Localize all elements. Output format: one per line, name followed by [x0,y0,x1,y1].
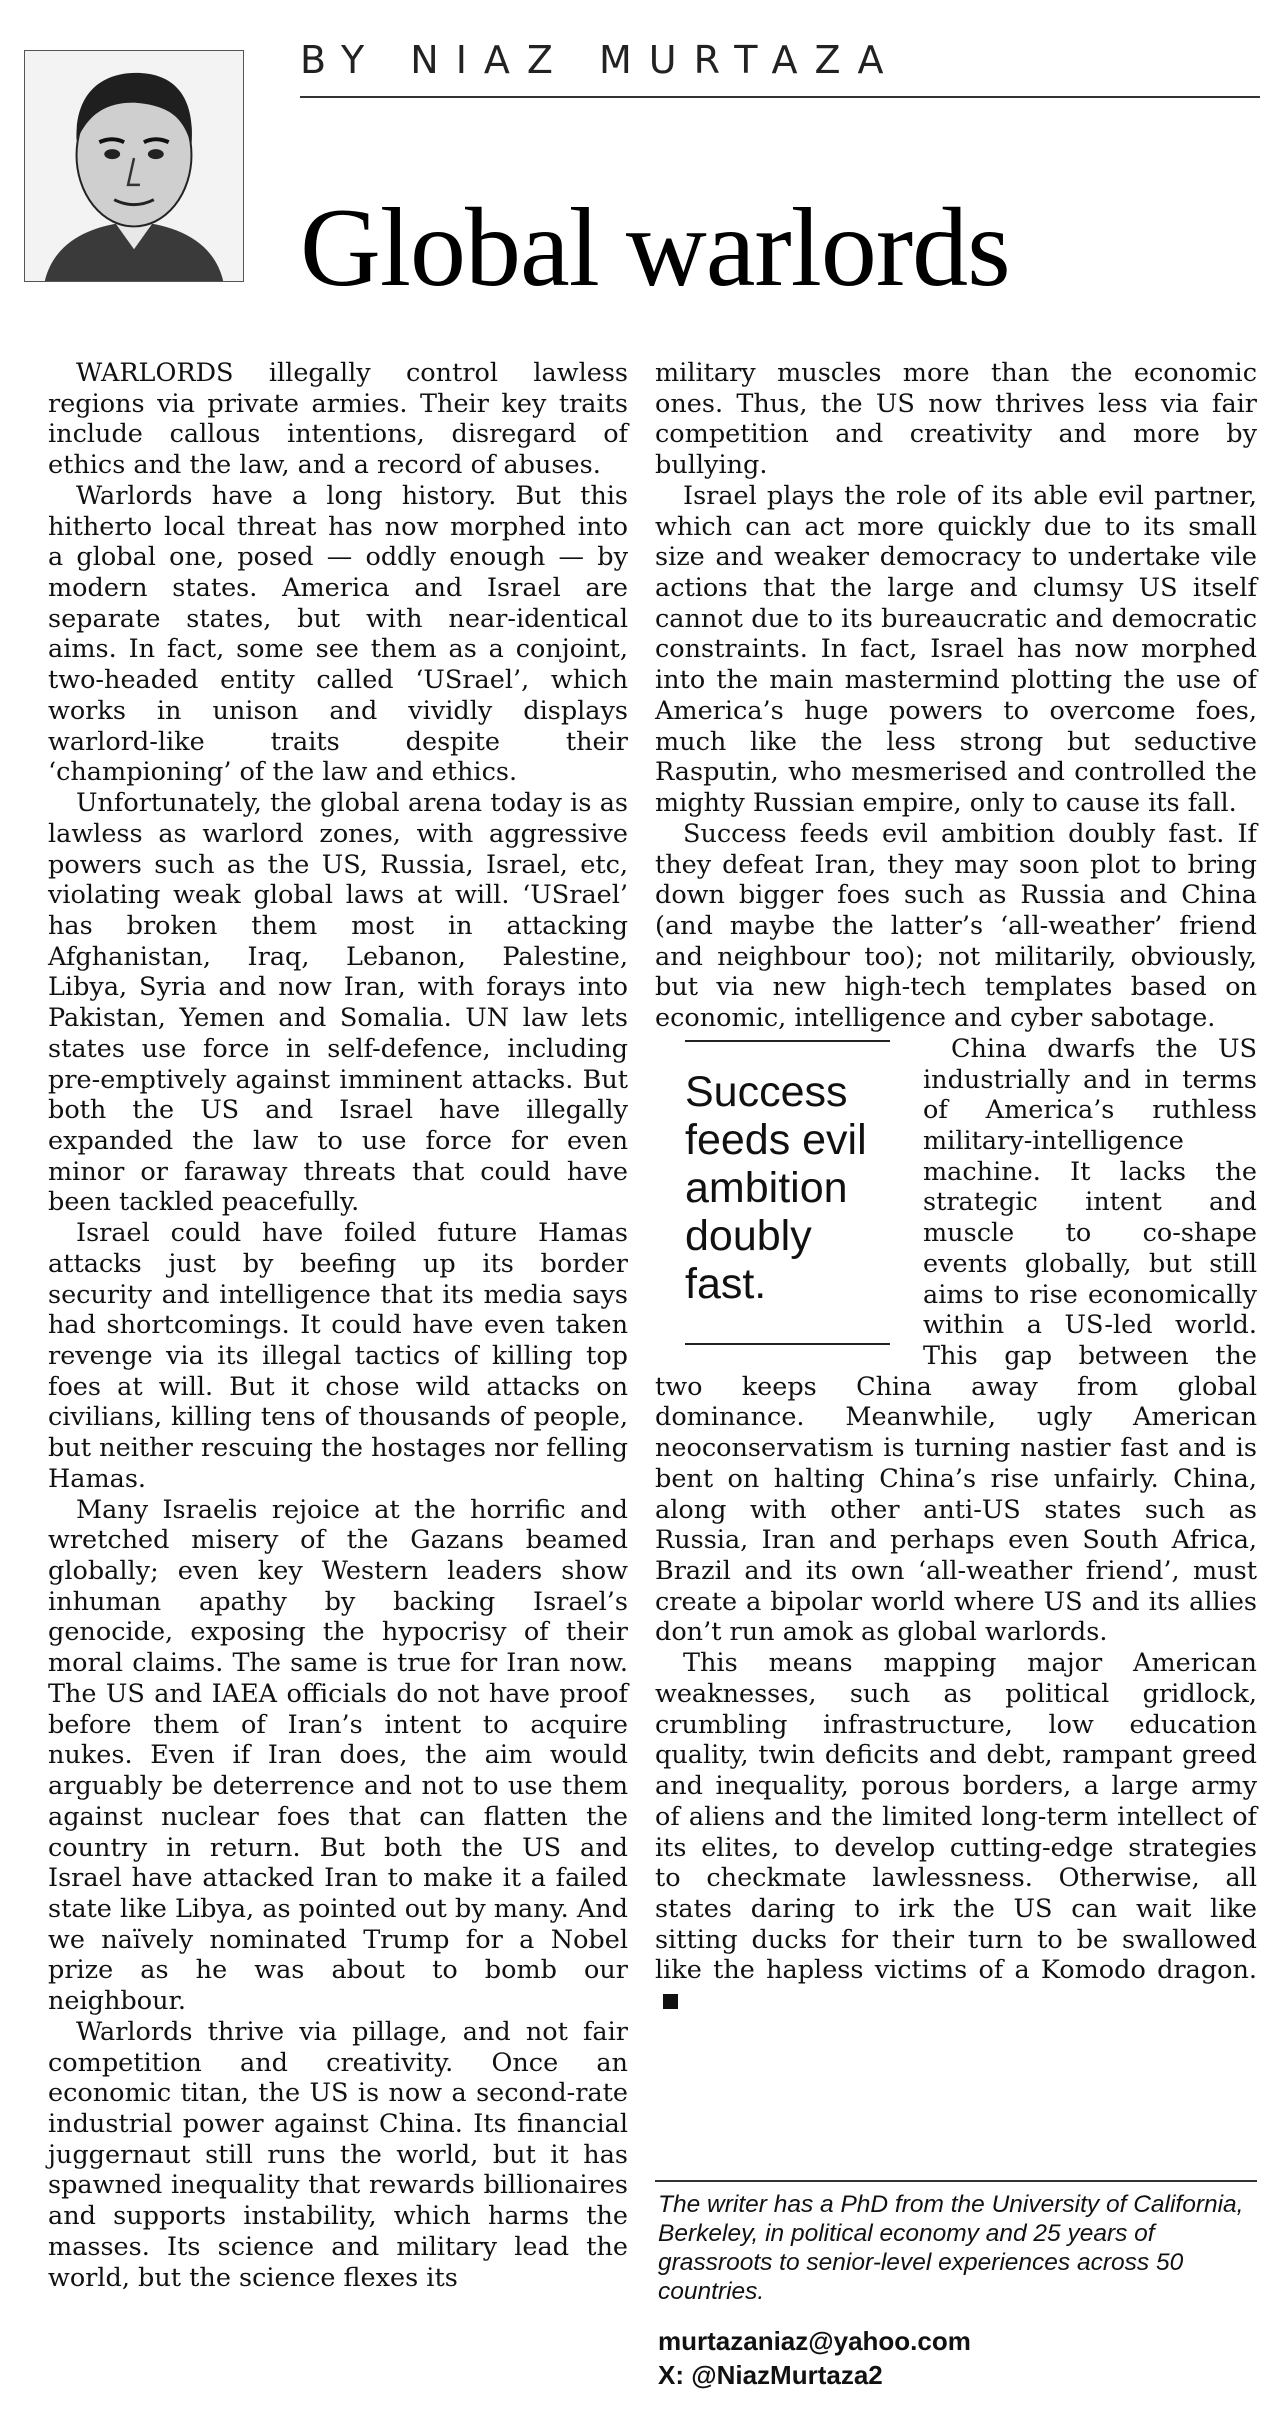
paragraph: China dwarfs the US industrially and in terms of America’s ruthless military-intelligence machine. It lacks the strategic intent and muscle to co-shape events globally, but still aims to rise economically within a US-led world. This gap between the two keeps China away from global dominance. Meanwhile, ugly American neoconservatism is turning nastier fast and is bent on halting China’s rise unfairly. China, along with other anti-US states such as Russia, Iran and perhaps even South Africa, Brazil and its own ‘all-weather friend’, must create a bipolar world where US and its allies don’t run amok as global warlords. [655,1033,1257,1648]
paragraph: Many Israelis rejoice at the horrific and wretched misery of the Gazans beamed globally; even key Western leaders show inhuman apathy by backing Israel’s genocide, exposing the hypocrisy of their moral claims. The same is true for Iran now. The US and IAEA officials do not have proof before them of Iran’s intent to acquire nukes. Even if Iran does, the aim would arguably be deterrence and not to use them against nuclear foes that can flatten the country in return. But both the US and Israel have attacked Iran to make it a failed state like Libya, as pointed out by many. And we naïvely nominated Trump for a Nobel prize as he was about to bomb our neighbour. [48,1494,628,2017]
author-portrait [24,50,244,282]
paragraph: Success feeds evil ambition doubly fast. If they defeat Iran, they may soon plot to bring down bigger foes such as Russia and China (and maybe the latter’s ‘all-weather’ friend and neighbour too); not militarily, obviously, but via new high-tech templates based on economic, intelligence and cyber sabotage. [655,818,1257,1034]
paragraph-text: This means mapping major American weaknesses, such as political gridlock, crumbling infrastructure, low education quality, twin deficits and debt, rampant greed and inequality, porous borders, a large army of aliens and the limited long-term intellect of its elites, to develop cutting-edge strategies to checkmate lawlessness. Otherwise, all states daring to irk the US can wait like sitting ducks for their turn to be swallowed like the hapless victims of a Komodo dragon. [655,1648,1257,1986]
pullquote-box [655,1034,895,1345]
article-column-left [48,358,628,2293]
paragraph: Israel plays the role of its able evil partner, which can act more quickly due to its small size and weaker democracy to undertake vile actions that the large and clumsy US itself cannot due to its bureaucratic and democratic constraints. In fact, Israel has now morphed into the main mastermind plotting the use of America’s huge powers to overcome foes, much like the less strong but seductive Rasputin, who mesmerised and controlled the mighty Russian empire, only to cause its fall. [655,480,1257,819]
byline: BY NIAZ MURTAZA [300,38,1260,98]
paragraph: Warlords thrive via pillage, and not fair competition and creativity. Once an economic titan, the US is now a second-rate industrial power against China. Its financial juggernaut still runs the world, but it has spawned inequality that rewards billionaires and supports instability, which harms the masses. Its science and military lead the world, but the science flexes its [48,2016,628,2293]
author-email: murtazaniaz@yahoo.com [658,2326,971,2356]
article-column-right [655,358,1257,2017]
author-x-handle: X: @NiazMurtaza2 [658,2360,883,2390]
pullquote-rule-bottom [685,1343,890,1345]
paragraph: military muscles more than the economic ones. Thus, the US now thrives less via fair competition and creativity and more by bullying. [655,358,1257,481]
author-portrait-icon [25,51,243,281]
paragraph: Warlords have a long history. But this hitherto local threat has now morphed into a global one, posed — oddly enough — by modern states. America and Israel are separate states, but with near-identical aims. In fact, some see them as a conjoint, two-headed entity called ‘USrael’, which works in unison and vividly displays warlord-like traits despite their ‘championing’ of the law and ethics. [48,480,628,788]
paragraph: WARLORDS illegally control lawless regions via private armies. Their key traits include callous intentions, disregard of ethics and the law, and a record of abuses. [48,358,628,481]
paragraph: Unfortunately, the global arena today is as lawless as warlord zones, with aggressive powers such as the US, Russia, Israel, etc, violating weak global laws at will. ‘USrael’ has broken them most in attacking Afghanistan, Iraq, Lebanon, Palestine, Libya, Syria and now Iran, with forays into Pakistan, Yemen and Somalia. UN law lets states use force in self-defence, including pre-emptively against imminent attacks. But both the US and Israel have illegally expanded the law to use force for even minor or faraway threats that could have been tackled peacefully. [48,788,628,1218]
bio-divider [655,2180,1257,2182]
pullquote: Success feeds evil ambition doubly fast. [685,1067,867,1309]
headline: Global warlords [300,186,1010,310]
paragraph [655,1648,1257,2017]
paragraph: Israel could have foiled future Hamas attacks just by beefing up its border security and intelligence that its media says had shortcomings. It could have even taken revenge via its illegal tactics of killing top foes at will. But it chose wild attacks on civilians, killing tens of thousands of people, but neither rescuing the hostages nor felling Hamas. [48,1218,628,1494]
author-bio: The writer has a PhD from the University of California, Berkeley, in political economy and 25 years of grassroots to senior-level experiences across 50 countries. [658,2191,1244,2306]
end-mark-icon [663,1994,678,2009]
